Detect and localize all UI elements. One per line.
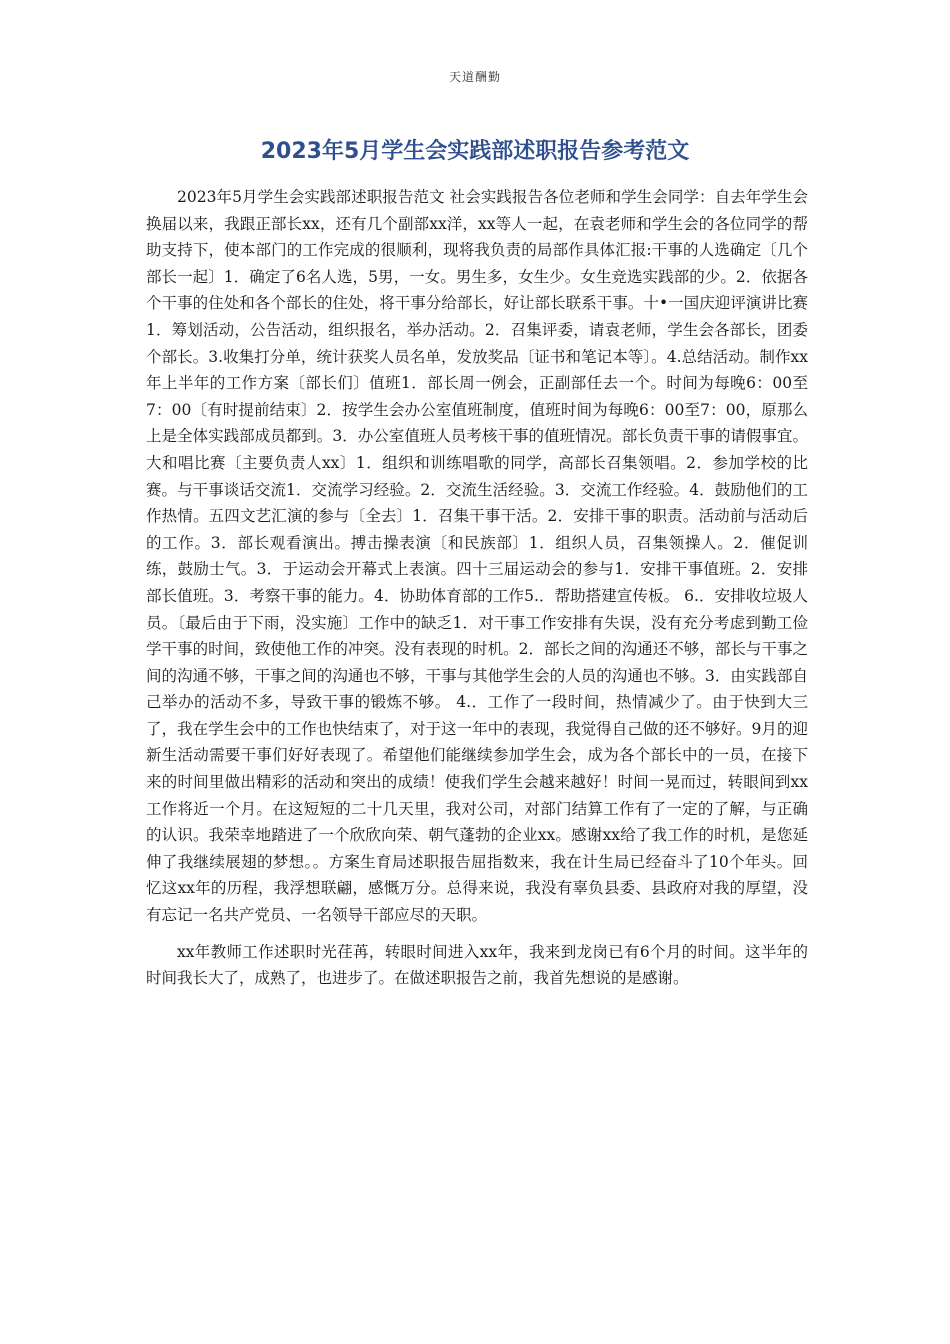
page-header: 天道酬勤 <box>448 70 501 84</box>
body-paragraph-2: xx年教师工作述职时光荏苒，转眼时间进入xx年，我来到龙岗已有6个月的时间。这半年的时间我长大了，成熟了，也进步了。在做述职报告之前，我首先想说的是感谢。 <box>146 942 808 988</box>
body-paragraph-1: 2023年5月学生会实践部述职报告范文 社会实践报告各位老师和学生会同学：自去年学生会换届以来，我跟正部长xx，还有几个副部xx洋，xx等人一起，在袁老师和学生会的各位同学的帮助支持下，使本部门的工作完成的很顺利，现将我负责的局部作具体汇报:干事的人选确定〔几个部长一起〕1．确定了6名人选，5男，一女。男生多，女生少。女生竞选实践部的少。2．依据各个干事的住处和各个部长的住处，将干事分给部长，好让部长联系干事。十•一国庆迎评演讲比赛1．筹划活动，公告活动，组织报名，举办活动。2．召集评委，请袁老师，学生会各部长，团委个部长。3.收集打分单，统计获奖人员名单，发放奖品〔证书和笔记本等〕。4.总结活动。制作xx年上半年的工作方案〔部长们〕值班1．部长周一例会，正副部任去一个。时间为每晚6：00至7：00〔有时提前结束〕2．按学生会办公室值班制度，值班时间为每晚6：00至7：00，原那么上是全体实践部成员都到。3．办公室值班人员考核干事的值班情况。部长负责干事的请假事宜。大和唱比赛〔主要负责人xx〕1．组织和训练唱歌的同学，高部长召集领唱。2．参加学校的比赛。与干事谈话交流1．交流学习经验。2．交流生活经验。3．交流工作经验。4．鼓励他们的工作热情。五四文艺汇演的参与〔全去〕1．召集干事干活。2．安排干事的职责。活动前与活动后的工作。3．部长观看演出。搏击操表演〔和民族部〕1．组织人员，召集领操人。2．催促训练，鼓励士气。3．于运动会开幕式上表演。四十三届运动会的参与1．安排干事值班。2．安排部长值班。3．考察干事的能力。4．协助体育部的工作5.．帮助搭建宣传板。 6.．安排收垃圾人员。〔最后由于下雨，没实施〕工作中的缺乏1．对干事工作安排有失误，没有充分考虑到勤工俭学干事的时间，致使他工作的冲突。没有表现的时机。2．部长之间的沟通还不够，部长与干事之间的沟通不够，干事之间的沟通也不够，干事与其他学生会的人员的沟通也不够。3．由实践部自己举办的活动不多，导致干事的锻炼不够。 4.．工作了一段时间，热情减少了。由于快到大三了，我在学生会中的工作也快结束了，对于这一年中的表现，我觉得自己做的还不够好。9月的迎新生活动需要干事们好好表现了。希望他们能继续参加学生会，成为各个部长中的一员，在接下来的时间里做出精彩的活动和突出的成绩！使我们学生会越来越好！时间一晃而过，转眼间到xx工作将近一个月。在这短短的二十几天里，我对公司，对部门结算工作有了一定的了解，与正确的认识。我荣幸地踏进了一个欣欣向荣、朝气蓬勃的企业xx。感谢xx给了我工作的时机，是您延伸了我继续展翅的梦想。。方案生育局述职报告屈指数来，我在计生局已经奋斗了10个年头。回忆这xx年的历程，我浮想联翩，感慨万分。总得来说，我没有辜负县委、县政府对我的厚望，没有忘记一名共产党员、一名领导干部应尽的天职。 <box>146 188 808 925</box>
document-body <box>146 184 808 992</box>
document-title: 2023年5月学生会实践部述职报告参考范文 <box>260 139 690 164</box>
